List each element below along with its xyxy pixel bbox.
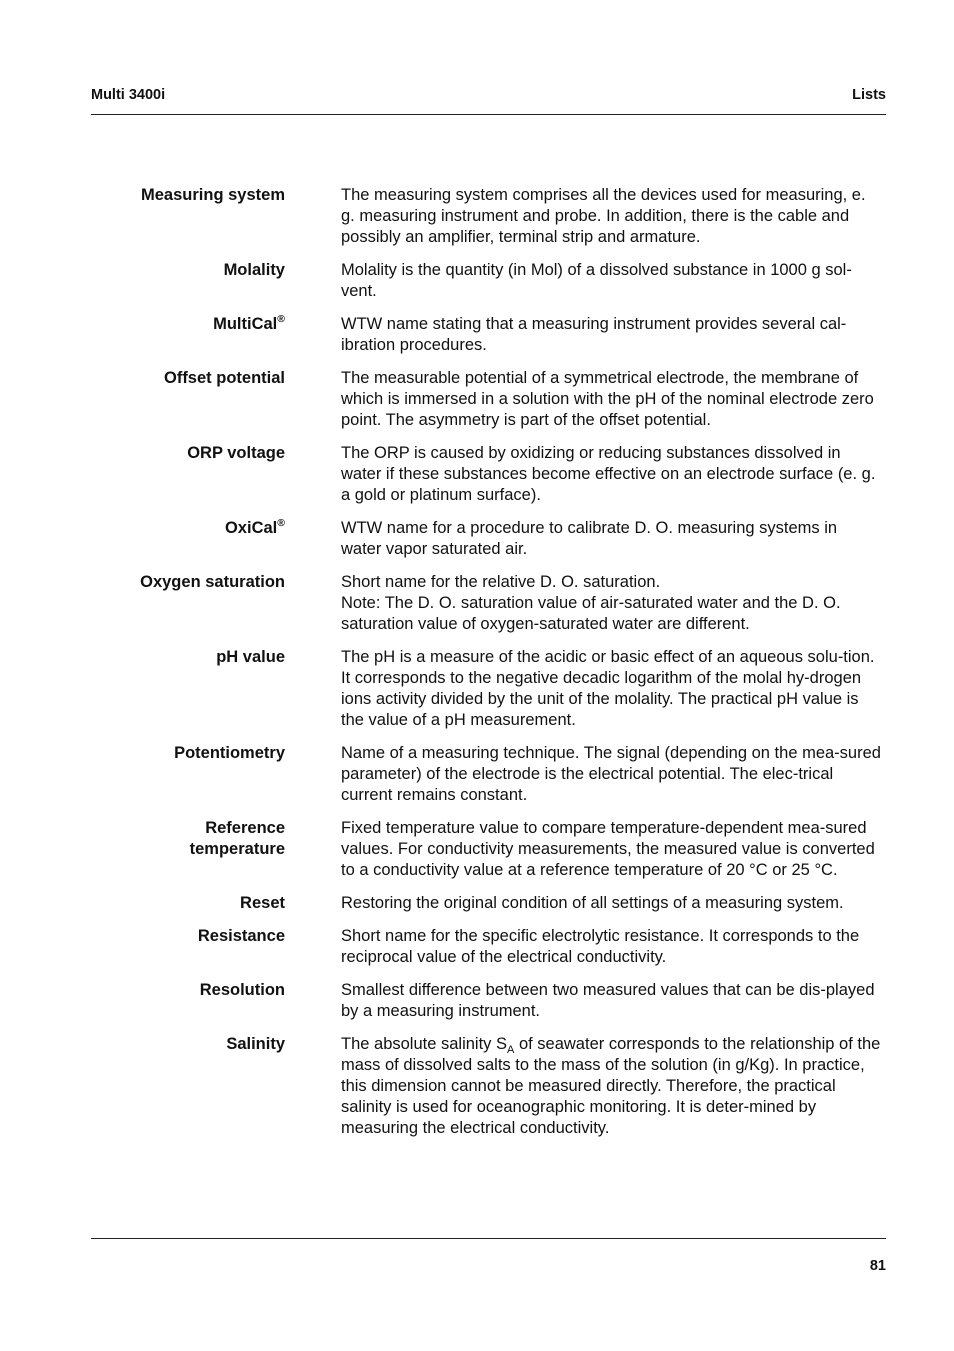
page-header (91, 86, 886, 115)
glossary-entry (91, 1034, 886, 1139)
glossary-entry (91, 443, 886, 506)
glossary-term: Reset (240, 894, 285, 912)
term-line: temperature (189, 840, 285, 858)
glossary-definition: The measuring system comprises all the devices used for measuring, e. g. measuring instrument and probe. In addition, there is the cable and possibly an amplifier, terminal strip and armature. (341, 186, 866, 246)
glossary-entry (91, 572, 886, 635)
glossary-term (91, 818, 285, 860)
term-line: Reference (205, 819, 285, 837)
definition-line: Short name for the relative D. O. saturation. (341, 573, 661, 591)
glossary-entry (91, 647, 886, 731)
glossary-entry (91, 818, 886, 881)
glossary-term: Salinity (226, 1035, 285, 1053)
glossary-definition: Fixed temperature value to compare temperature-dependent mea-sured values. For conductivity measurements, the measured value is converted to a conductivity value at a reference temperature of 20 °C or 25 °C. (341, 819, 875, 879)
registered-mark: ® (277, 517, 285, 529)
glossary-term: Resolution (199, 981, 285, 999)
glossary-definition: WTW name for a procedure to calibrate D. O. measuring systems in water vapor saturated air. (341, 519, 838, 558)
subscript-a: A (507, 1044, 515, 1056)
glossary-term: Measuring system (141, 186, 285, 204)
page-footer (91, 1238, 886, 1274)
glossary-term: Molality (223, 261, 285, 279)
registered-mark: ® (277, 313, 285, 325)
definition-note: Note: The D. O. saturation value of air-saturated water and the D. O. saturation value of oxygen-saturated water are different. (341, 594, 841, 633)
glossary-definition: WTW name stating that a measuring instrument provides several cal-ibration procedures. (341, 315, 847, 354)
glossary-definition: Name of a measuring technique. The signal (depending on the mea-sured parameter) of the electrode is the electrical potential. The elec-trical current remains constant. (341, 744, 881, 804)
glossary-term: Oxygen saturation (140, 573, 285, 591)
glossary-definition: The ORP is caused by oxidizing or reducing substances dissolved in water if these substances become effective on an electrode surface (e. g. a gold or platinum surface). (341, 444, 876, 504)
glossary-term: ORP voltage (187, 444, 285, 462)
glossary-definition: Short name for the specific electrolytic resistance. It corresponds to the reciprocal value of the electrical conductivity. (341, 927, 860, 966)
glossary-entry (91, 980, 886, 1022)
glossary-definition: The absolute salinity $S_A$ of seawater corresponds to the relationship of the mass of dissolved salts to the mass of the solution (in g/Kg). In practice, this dimension cannot be measured directly. Therefore, the practical salinity is used for oceanographic monitoring. It is deter-mined by measuring the electrical conductivity. (341, 1035, 881, 1137)
glossary-entry (91, 893, 886, 914)
glossary-entry (91, 368, 886, 431)
glossary-term: MultiCal® (213, 313, 285, 333)
glossary-entry (91, 314, 886, 356)
header-section-name: Lists (852, 87, 886, 103)
glossary-entry (91, 185, 886, 248)
glossary-definition: Molality is the quantity (in Mol) of a dissolved substance in 1000 g sol-vent. (341, 261, 852, 300)
glossary-entry (91, 743, 886, 806)
glossary-definition (341, 572, 881, 635)
glossary-list (91, 185, 886, 1151)
glossary-term: pH value (216, 648, 285, 666)
glossary-definition: The pH is a measure of the acidic or basic effect of an aqueous solu-tion. It corresponds to the negative decadic logarithm of the molal hy-drogen ions activity divided by the unit of the molality. The practical pH value is the value of a pH measurement. (341, 648, 875, 729)
header-product-name: Multi 3400i (91, 87, 166, 103)
glossary-definition: The measurable potential of a symmetrical electrode, the membrane of which is immersed in a solution with the pH of the nominal electrode zero point. The asymmetry is part of the offset potential. (341, 369, 874, 429)
glossary-entry (91, 260, 886, 302)
glossary-definition: Smallest difference between two measured values that can be dis-played by a measuring instrument. (341, 981, 875, 1020)
glossary-entry (91, 926, 886, 968)
glossary-definition: Restoring the original condition of all settings of a measuring system. (341, 894, 844, 912)
glossary-term: Potentiometry (174, 744, 285, 762)
glossary-term: Offset potential (163, 369, 285, 387)
glossary-term: OxiCal® (224, 517, 285, 537)
glossary-term: Resistance (197, 927, 285, 945)
page-number: 81 (869, 1258, 886, 1274)
glossary-entry (91, 518, 886, 560)
